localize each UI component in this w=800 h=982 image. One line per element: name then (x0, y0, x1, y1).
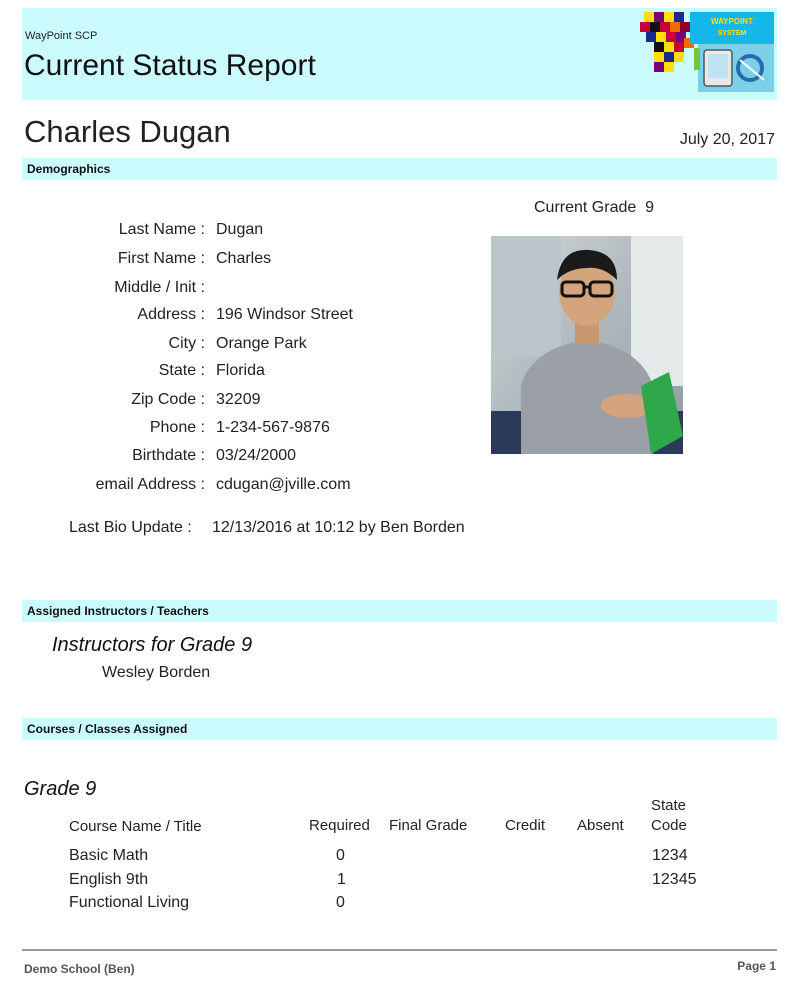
state-label: State : (158, 362, 205, 379)
course-name: Basic Math (69, 847, 149, 864)
course-required: 0 (336, 847, 345, 864)
zip-code-value: 32209 (216, 391, 261, 408)
footer-page-number: Page 1 (737, 959, 776, 973)
bio-update-label: Last Bio Update : (69, 519, 192, 536)
col-required: Required (309, 817, 370, 834)
student-name: Charles Dugan (24, 114, 231, 149)
address-label: Address : (137, 306, 205, 323)
city-label: City : (168, 335, 205, 352)
address-value: 196 Windsor Street (216, 306, 353, 323)
courses-grade-title: Grade 9 (24, 778, 97, 800)
last-name-value: Dugan (216, 221, 264, 238)
app-name: WayPoint SCP (25, 30, 98, 42)
col-state-code-line2: Code (651, 817, 687, 834)
first-name-label: First Name : (117, 250, 205, 267)
course-required: 1 (337, 871, 346, 888)
instructors-section-header (22, 600, 777, 622)
last-name-label: Last Name : (118, 221, 205, 238)
course-name: English 9th (69, 871, 149, 888)
report-date: July 20, 2017 (679, 131, 775, 148)
zip-code-label: Zip Code : (131, 391, 205, 408)
courses-section-title: Courses / Classes Assigned (27, 722, 188, 736)
footer-school: Demo School (Ben) (24, 962, 135, 976)
current-grade (534, 199, 654, 217)
demographics-section-title: Demographics (27, 162, 111, 176)
col-credit: Credit (505, 817, 546, 834)
report-title: Current Status Report (24, 49, 316, 82)
course-name: Functional Living (69, 894, 190, 911)
birthdate-value: 03/24/2000 (216, 447, 297, 464)
logo-text-2: SYSTEM (717, 30, 747, 37)
course-state-code: 1234 (652, 847, 688, 864)
waypoint-logo (640, 8, 777, 95)
birthdate-label: Birthdate : (132, 447, 205, 464)
current-grade-label: Current Grade (534, 199, 637, 216)
col-final-grade: Final Grade (389, 817, 468, 834)
col-state-code-line1: State (651, 797, 687, 814)
student-photo (491, 236, 683, 454)
instructors-section-title: Assigned Instructors / Teachers (27, 604, 209, 618)
course-state-code: 12345 (652, 871, 697, 888)
state-value: Florida (216, 362, 265, 379)
demographics-section-header (22, 158, 777, 180)
col-absent: Absent (577, 817, 624, 834)
email-value: cdugan@jville.com (216, 476, 351, 493)
courses-section-header (22, 718, 777, 740)
footer-divider (22, 949, 777, 951)
phone-label: Phone : (149, 419, 205, 436)
middle-init-label: Middle / Init : (114, 279, 205, 296)
instructors-title: Instructors for Grade 9 (52, 634, 253, 656)
city-value: Orange Park (216, 335, 307, 352)
instructor-name: Wesley Borden (102, 664, 211, 681)
current-grade-value: 9 (645, 199, 655, 216)
bio-update-value: 12/13/2016 at 10:12 by Ben Borden (212, 519, 465, 536)
email-label: email Address : (95, 476, 205, 493)
first-name-value: Charles (216, 250, 272, 267)
phone-value: 1-234-567-9876 (216, 419, 330, 436)
col-course-name: Course Name / Title (69, 818, 202, 835)
logo-text-1: WAYPOINT (711, 17, 753, 26)
course-required: 0 (336, 894, 345, 911)
